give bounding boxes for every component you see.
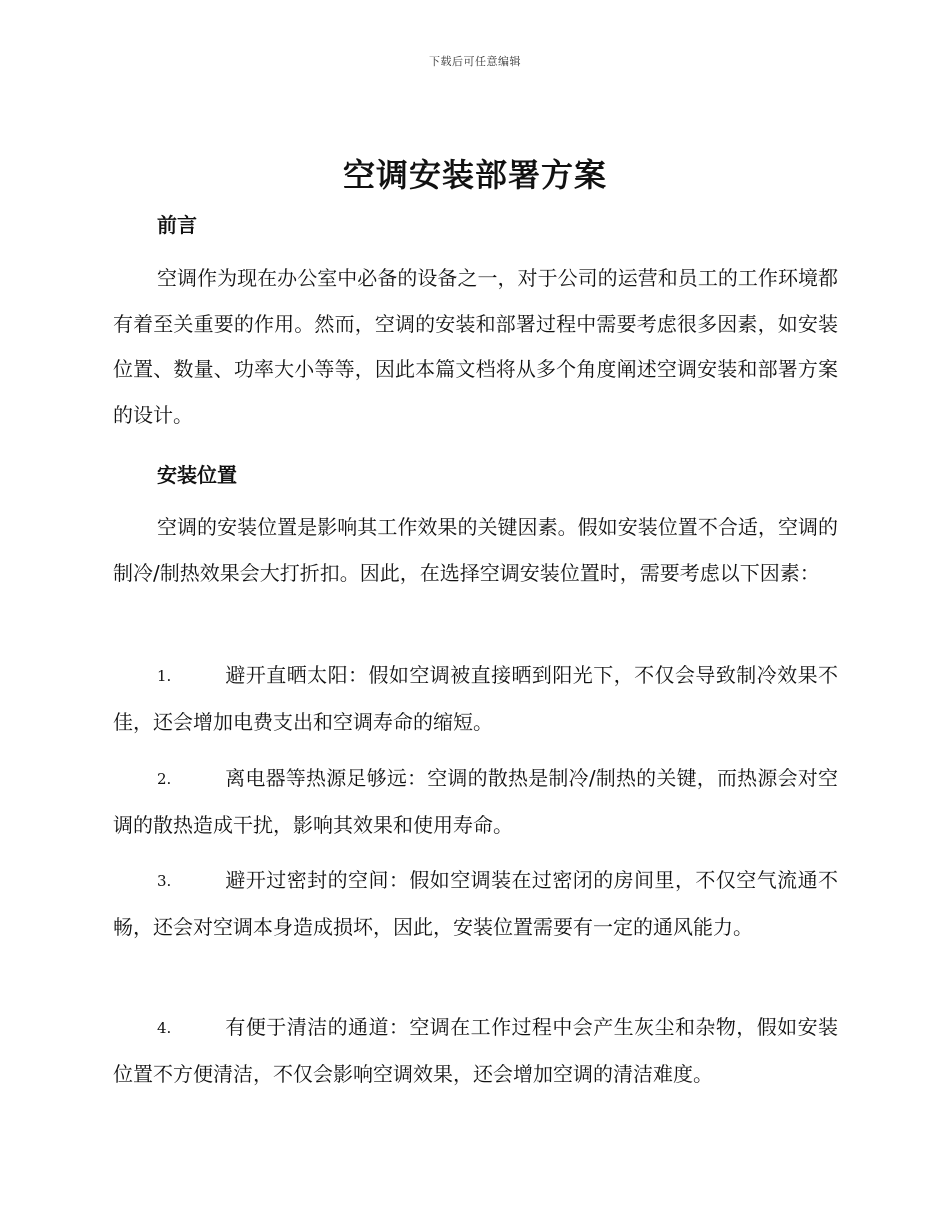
list-item-number: 4.	[157, 1019, 172, 1037]
list-item	[113, 653, 838, 745]
section-heading-location: 安装位置	[157, 463, 237, 487]
location-intro-paragraph: 空调的安装位置是影响其工作效果的关键因素。假如安装位置不合适，空调的制冷/制热效果会大打折扣。因此，在选择空调安装位置时，需要考虑以下因素：	[113, 515, 838, 585]
document-title: 空调安装部署方案	[342, 156, 607, 194]
header-note: 下载后可任意编辑	[429, 55, 521, 68]
list-item	[113, 1005, 838, 1097]
list-item	[113, 858, 838, 950]
list-item	[113, 756, 838, 848]
section-heading-preface: 前言	[157, 213, 197, 237]
list-item-number: 1.	[157, 667, 172, 685]
list-item-number: 2.	[157, 770, 172, 788]
list-item-text: 避开直晒太阳：假如空调被直接晒到阳光下，不仅会导致制冷效果不佳，还会增加电费支出和空调寿命的缩短。	[113, 663, 838, 734]
list-item-text: 避开过密封的空间：假如空调装在过密闭的房间里，不仅空气流通不畅，还会对空调本身造成损坏，因此，安装位置需要有一定的通风能力。	[113, 868, 838, 939]
preface-paragraph: 空调作为现在办公室中必备的设备之一，对于公司的运营和员工的工作环境都有着至关重要的作用。然而，空调的安装和部署过程中需要考虑很多因素，如安装位置、数量、功率大小等等，因此本篇文档将从多个角度阐述空调安装和部署方案的设计。	[113, 266, 838, 427]
list-item-number: 3.	[157, 872, 172, 890]
list-item-text: 离电器等热源足够远：空调的散热是制冷/制热的关键，而热源会对空调的散热造成干扰，影响其效果和使用寿命。	[113, 766, 838, 837]
list-item-text: 有便于清洁的通道：空调在工作过程中会产生灰尘和杂物，假如安装位置不方便清洁，不仅会影响空调效果，还会增加空调的清洁难度。	[113, 1015, 838, 1086]
